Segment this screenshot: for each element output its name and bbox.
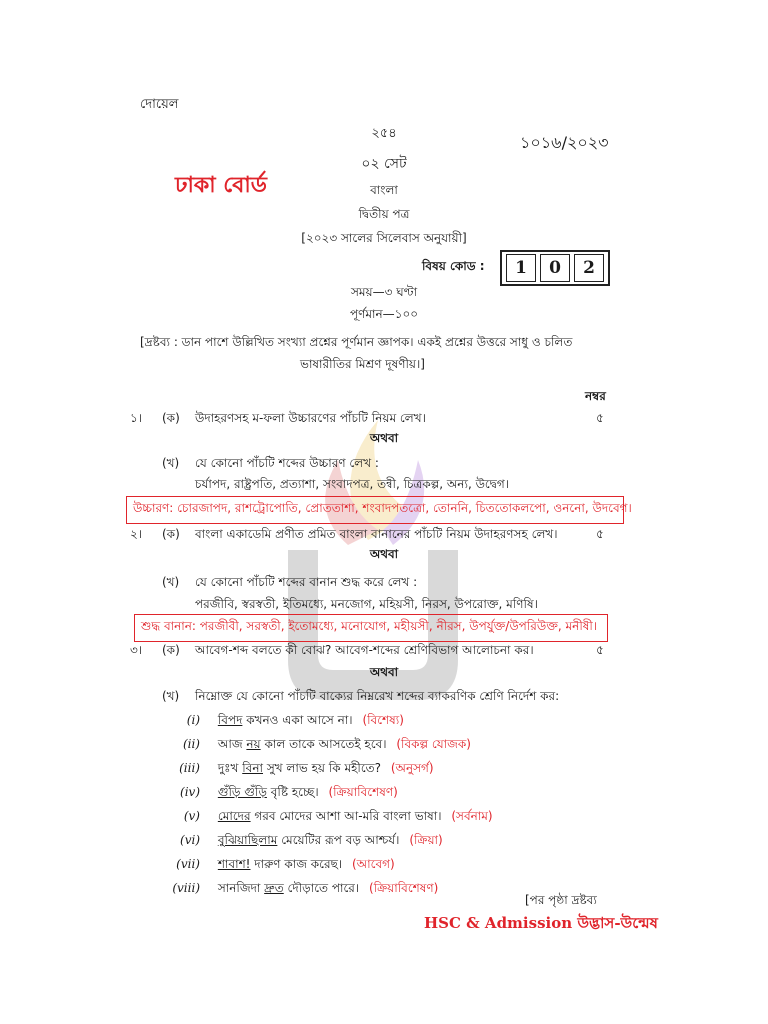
question-1a-text: উদাহরণসহ ম-ফলা উচ্চারণের পাঁচটি নিয়ম লেখ। — [195, 411, 426, 425]
sentence-text: দুঃখ — [217, 761, 243, 775]
underlined-word: বিপদ — [217, 713, 243, 727]
sentence-answer: (বিকল্প যোজক) — [396, 737, 471, 751]
set-label: ০২ সেট — [361, 156, 407, 172]
exam-code: ২৫৪ — [371, 126, 397, 141]
next-page-note: [পর পৃষ্ঠা দ্রষ্টব্য — [525, 893, 597, 907]
sentence-item — [160, 784, 398, 804]
question-part-label: (ক) — [162, 643, 180, 657]
question-number: ১। — [130, 411, 143, 425]
sentence-item — [160, 856, 395, 876]
full-marks-label: পূর্ণমান—১০০ — [349, 307, 419, 321]
board-title: ঢাকা বোর্ড — [175, 173, 267, 198]
or-label: অথবা — [369, 431, 399, 445]
underlined-word: বিনা — [242, 761, 263, 775]
sentence-answer: (ক্রিয়াবিশেষণ) — [328, 785, 398, 799]
sentence-text: মেয়েটির রূপ বড় আশ্চর্য। — [277, 833, 400, 847]
question-part-label: (খ) — [162, 575, 180, 589]
reference-number: ১০১৬/২০২৩ — [520, 133, 609, 152]
sentence-number: (vii) — [176, 857, 200, 871]
question-part-label: (ক) — [162, 527, 180, 541]
sentence-answer: (ক্রিয়াবিশেষণ) — [369, 881, 439, 895]
question-marks: ৫ — [596, 527, 604, 541]
sentence-number: (iii) — [179, 761, 200, 775]
question-2a-text: বাংলা একাডেমি প্রণীত প্রমিত বাংলা বানানের পাঁচটি নিয়ম উদাহরণসহ লেখ। — [195, 527, 558, 541]
paper-name: দ্বিতীয় পত্র — [358, 207, 410, 221]
or-label: অথবা — [369, 665, 399, 679]
question-marks: ৫ — [596, 643, 604, 657]
sentence-answer: (সর্বনাম) — [451, 809, 493, 823]
sentence-answer: (বিশেষ্য) — [362, 713, 404, 727]
underlined-word: দ্রুত — [264, 881, 284, 895]
note-line-1: [দ্রষ্টব্য : ডান পাশে উল্লিখিত সংখ্যা প্রশ্নের পূর্ণমান জ্ঞাপক। একই প্রশ্নের উত্তরে সাধু ও চলিত — [140, 335, 573, 349]
sentence-answer: (আবেগ) — [352, 857, 395, 871]
time-label: সময়—৩ ঘণ্টা — [350, 285, 418, 299]
or-label: অথবা — [369, 547, 399, 561]
question-marks: ৫ — [596, 411, 604, 425]
sentence-item — [160, 880, 438, 900]
subject-code-digit: 1 — [506, 254, 536, 282]
sentence-number: (iv) — [180, 785, 200, 799]
marks-header: নম্বর — [585, 389, 606, 403]
underlined-word: বুঝিয়াছিলাম — [217, 833, 278, 847]
subject-code-label: বিষয় কোড : — [422, 259, 485, 273]
underlined-word: গুঁড়ি গুঁড়ি — [217, 785, 267, 799]
sentence-item — [160, 712, 404, 732]
sentence-text: গরব মোদের আশা আ-মরি বাংলা ভাষা। — [250, 809, 442, 823]
question-1b-words: চর্যাপদ, রাষ্ট্রপতি, প্রত্যাশা, সংবাদপত্র, তন্বী, চিত্রকল্প, অন্য, উদ্বেগ। — [195, 477, 510, 491]
footer-brand: HSC & Admission উদ্ভাস-উন্মেষ — [424, 914, 658, 932]
question-number: ২। — [130, 527, 143, 541]
sentence-number: (ii) — [182, 737, 200, 751]
underlined-word: শাবাশ! — [217, 857, 251, 871]
question-part-label: (ক) — [162, 411, 180, 425]
subject-code-box — [500, 250, 610, 286]
sentence-number: (viii) — [172, 881, 200, 895]
sentence-answer: (অনুসর্গ) — [390, 761, 434, 775]
subject-name: বাংলা — [370, 183, 398, 197]
question-2b-words: পরজীবি, স্বরস্বতী, ইতিমধ্যে, মনজোগ, মহিয়সী, নিরস, উপরোক্ত, মণিষি। — [195, 597, 538, 611]
sentence-text: দৌড়াতে পারে। — [283, 881, 360, 895]
sentence-item — [160, 808, 493, 828]
sentence-text: সানজিদা — [217, 881, 265, 895]
school-name: দোয়েল — [140, 97, 179, 112]
syllabus-note: [২০২৩ সালের সিলেবাস অনুযায়ী] — [301, 231, 467, 245]
question-3a-text: আবেগ-শব্দ বলতে কী বোঝ? আবেগ-শব্দের শ্রেণিবিভাগ আলোচনা কর। — [195, 643, 534, 657]
underlined-word: মোদের — [217, 809, 251, 823]
sentence-number: (i) — [186, 713, 200, 727]
sentence-text: আজ — [217, 737, 247, 751]
answer-box-pronunciation: উচ্চারণ: চোরজাপদ, রাশট্রোপোতি, প্রোততাশা, শংবাদপতত্রো, তোননি, চিততোকলপো, ওননো, উদবেগ। — [126, 496, 624, 524]
sentence-number: (vi) — [180, 833, 200, 847]
question-number: ৩। — [130, 643, 143, 657]
subject-code-digit: 2 — [574, 254, 604, 282]
sentence-answer: (ক্রিয়া) — [409, 833, 443, 847]
sentence-item — [160, 760, 434, 780]
question-2b-text: যে কোনো পাঁচটি শব্দের বানান শুদ্ধ করে লেখ : — [195, 575, 418, 589]
question-1b-text: যে কোনো পাঁচটি শব্দের উচ্চারণ লেখ : — [195, 456, 379, 470]
sentence-item — [160, 736, 471, 756]
sentence-item — [160, 832, 443, 852]
sentence-text: সুখ লাভ হয় কি মহীতে? — [263, 761, 382, 775]
answer-box-spelling: শুদ্ধ বানান: পরজীবী, সরস্বতী, ইতোমধ্যে, মনোযোগ, মহীয়সী, নীরস, উপর্যুক্ত/উপরিউক্ত, মনীষী। — [134, 614, 608, 642]
sentence-text: বৃষ্টি হচ্ছে। — [266, 785, 319, 799]
subject-code-digit: 0 — [540, 254, 570, 282]
question-part-label: (খ) — [162, 689, 180, 703]
sentence-text: দারুণ কাজ করেছ। — [250, 857, 343, 871]
question-part-label: (খ) — [162, 456, 180, 470]
question-3b-text: নিম্নোক্ত যে কোনো পাঁচটি বাক্যের নিম্নরেখ শব্দের ব্যাকরণিক শ্রেণি নির্দেশ কর: — [195, 689, 560, 703]
note-line-2: ভাষারীতির মিশ্রণ দূষণীয়।] — [300, 357, 425, 371]
sentence-text: কাল তাকে আসতেই হবে। — [260, 737, 387, 751]
sentence-number: (v) — [183, 809, 200, 823]
underlined-word: নয় — [246, 737, 261, 751]
sentence-text: কখনও একা আসে না। — [242, 713, 353, 727]
